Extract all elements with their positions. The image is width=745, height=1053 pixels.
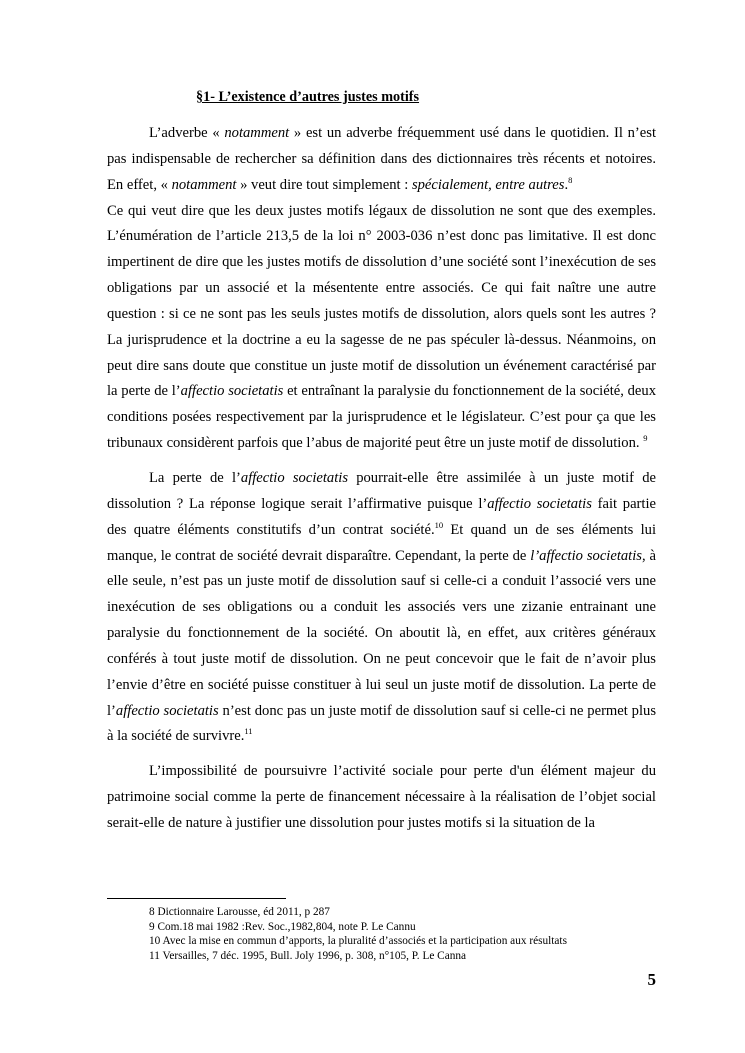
italic-term: affectio societatis <box>240 469 348 486</box>
text-run: n’est donc pas un juste motif de dissolution sauf si celle-ci ne permet plus à la société de survivre. <box>107 702 656 745</box>
italic-term: notamment <box>171 176 237 193</box>
section-heading: §1- L’existence d’autres justes motifs <box>196 89 420 105</box>
text-run: » est un adverbe fréquemment usé dans le quotidien. Il n’est pas indispensable de rechercher sa définition dans des dictionnaires très récents et notoires. En effet, « <box>107 125 656 193</box>
text-run: fait partie des quatre éléments constitutifs d’un contrat société. <box>107 495 657 538</box>
text-run: pourrait-elle être assimilée à un juste motif de dissolution ? La réponse logique serait l’affirmative puisque l’ <box>107 469 656 512</box>
text-run: La perte de l’ <box>149 469 241 486</box>
italic-term: affectio societatis <box>180 383 284 400</box>
footnote-11: 11 Versailles, 7 déc. 1995, Bull. Joly 1996, p. 308, n°105, P. Le Canna <box>149 949 467 962</box>
text-run: Et quand un de ses éléments lui manque, le contrat de société devrait disparaître. Cependant, la perte de <box>107 521 656 564</box>
footnote-9: 9 Com.18 mai 1982 :Rev. Soc.,1982,804, note P. Le Cannu <box>149 920 416 933</box>
footnote-ref-8: 8 <box>568 174 573 185</box>
page-number: 5 <box>647 970 656 989</box>
italic-term: affectio societatis <box>115 702 219 719</box>
paragraph-2 <box>107 466 656 750</box>
text-run: » veut dire tout simplement : <box>236 176 412 193</box>
footnotes <box>149 905 567 963</box>
text-run: Ce qui veut dire que les deux justes motifs légaux de dissolution ne sont que des exemples. L’énumération de l’article 213,5 de la loi n° 2003-036 n’est donc pas limitative. Il est donc impertinent de dire que les justes motifs de dissolution d’une société sont l’inexécution de ses obligations par un associé et la mésentente entre associés. Ce qui fait naître une autre question : si ce ne sont pas les seuls justes motifs de dissolution, alors quels sont les autres ? La jurisprudence et la doctrine a eu la sagesse de ne pas spéculer là-dessus. Néanmoins, on peut dire sans doute que constitue un juste motif de dissolution un événement caractérisé par la perte de l’ <box>107 202 656 400</box>
footnote-ref-10: 10 <box>434 519 444 530</box>
body-text <box>107 121 656 837</box>
text-run: L’impossibilité de poursuivre l’activité sociale pour perte d'un élément majeur du patrimoine social comme la perte de financement nécessaire à la réalisation de l’objet social serait-elle de nature à justifier une dissolution pour justes motifs si la situation de la <box>107 763 656 831</box>
italic-term: affectio societatis <box>487 495 592 512</box>
italic-term: l’affectio societatis <box>530 547 642 564</box>
paragraph-3 <box>107 759 656 837</box>
footnote-10: 10 Avec la mise en commun d’apports, la pluralité d’associés et la participation aux résultats <box>149 935 567 947</box>
footnote-8: 8 Dictionnaire Larousse, éd 2011, p 287 <box>149 906 330 918</box>
italic-term: notamment <box>224 125 290 141</box>
text-run: , à elle seule, n’est pas un juste motif de dissolution sauf si celle-ci a conduit l’associé vers une inexécution de ses obligations ou a conduit les associés vers une zizanie entrainant une paralysie du fonctionnement de la société. On aboutit là, en effet, aux critères généraux conférés à tout juste motif de dissolution. On ne peut concevoir que le fait de n’avoir plus l’envie d’être en société puisse constituer à lui seul un juste motif de dissolution. La perte de l’ <box>107 547 656 719</box>
footnote-ref-9: 9 <box>643 433 648 444</box>
text-run: . <box>564 176 569 193</box>
footnote-separator <box>107 898 286 899</box>
footnote-ref-11: 11 <box>244 726 253 737</box>
paragraph-1 <box>107 121 656 457</box>
text-run: et entraînant la paralysie du fonctionnement de la société, deux conditions posées respectivement par la jurisprudence et le législateur. C’est pour ça que les tribunaux considèrent parfois que l’abus de majorité peut être un juste motif de dissolution. <box>107 383 657 452</box>
italic-term: spécialement, entre autres <box>411 176 565 193</box>
text-run: L’adverbe « <box>149 125 225 141</box>
